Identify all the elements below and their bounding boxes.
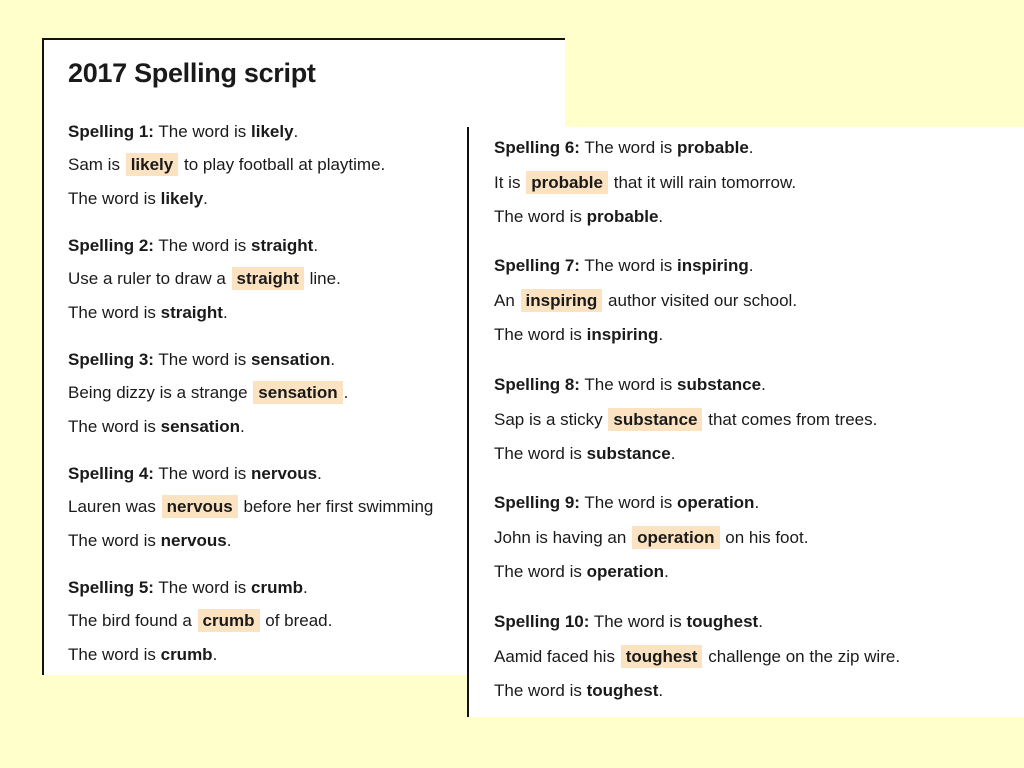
spelling-prompt <box>494 256 754 276</box>
sentence-before: Use a ruler to draw a <box>68 269 226 288</box>
spelling-prompt <box>68 236 318 256</box>
example-sentence <box>494 410 877 430</box>
spelling-repeat <box>494 207 663 227</box>
repeat-period: . <box>670 444 676 463</box>
highlighted-word: toughest <box>621 645 703 668</box>
highlighted-word: operation <box>632 526 719 549</box>
spelling-label: Spelling 5: <box>68 578 154 597</box>
repeat-text: The word is <box>494 325 582 344</box>
repeat-word: toughest <box>586 681 659 700</box>
prompt-period: . <box>302 578 308 597</box>
spelling-label: Spelling 1: <box>68 122 154 141</box>
prompt-text: The word is <box>593 612 682 631</box>
spelling-word: likely <box>251 122 294 141</box>
spelling-label: Spelling 7: <box>494 256 580 275</box>
sentence-before: It is <box>494 173 521 192</box>
spelling-word: toughest <box>686 612 759 631</box>
example-sentence <box>68 497 433 517</box>
highlighted-word: probable <box>526 171 608 194</box>
spelling-repeat <box>494 562 669 582</box>
prompt-period: . <box>748 256 754 275</box>
prompt-text: The word is <box>584 138 673 157</box>
spelling-label: Spelling 2: <box>68 236 154 255</box>
prompt-text: The word is <box>158 350 247 369</box>
example-sentence <box>68 269 341 289</box>
repeat-word: substance <box>586 444 671 463</box>
spelling-label: Spelling 9: <box>494 493 580 512</box>
prompt-period: . <box>758 612 763 631</box>
example-sentence <box>494 647 900 667</box>
example-sentence <box>494 173 796 193</box>
spelling-prompt <box>68 578 308 598</box>
repeat-word: crumb <box>160 645 213 664</box>
sentence-before: Sap is a sticky <box>494 410 603 429</box>
spelling-prompt <box>494 612 763 632</box>
example-sentence <box>68 611 332 631</box>
sentence-after: author visited our school. <box>608 291 798 310</box>
sentence-before: Sam is <box>68 155 120 174</box>
spelling-repeat <box>68 303 228 323</box>
spelling-prompt <box>68 464 322 484</box>
repeat-word: nervous <box>160 531 227 550</box>
prompt-text: The word is <box>158 578 247 597</box>
spelling-prompt <box>494 493 759 513</box>
repeat-text: The word is <box>68 531 156 550</box>
prompt-period: . <box>330 350 336 369</box>
example-sentence <box>68 383 348 403</box>
example-sentence <box>494 528 808 548</box>
sentence-after: that it will rain tomorrow. <box>613 173 797 192</box>
repeat-period: . <box>203 189 208 208</box>
spelling-prompt <box>494 138 754 158</box>
spelling-repeat <box>494 681 663 701</box>
spelling-prompt <box>68 122 298 142</box>
repeat-period: . <box>658 681 664 700</box>
spelling-label: Spelling 10: <box>494 612 590 631</box>
highlighted-word: inspiring <box>521 289 603 312</box>
sentence-before: Lauren was <box>68 497 156 516</box>
prompt-period: . <box>317 464 322 483</box>
spelling-word: probable <box>677 138 749 157</box>
prompt-text: The word is <box>158 464 247 483</box>
repeat-text: The word is <box>68 303 156 322</box>
prompt-text: The word is <box>158 236 247 255</box>
repeat-text: The word is <box>68 189 156 208</box>
repeat-word: straight <box>160 303 223 322</box>
prompt-text: The word is <box>158 122 247 141</box>
sentence-after: that comes from trees. <box>708 410 878 429</box>
repeat-text: The word is <box>494 444 582 463</box>
sentence-before: Being dizzy is a strange <box>68 383 248 402</box>
prompt-period: . <box>313 236 319 255</box>
repeat-word: probable <box>586 207 659 226</box>
spelling-label: Spelling 3: <box>68 350 154 369</box>
sentence-after: challenge on the zip wire. <box>708 647 901 666</box>
prompt-period: . <box>293 122 299 141</box>
sentence-after: of bread. <box>265 611 333 630</box>
repeat-word: inspiring <box>586 325 659 344</box>
spelling-word: substance <box>677 375 762 394</box>
example-sentence <box>68 155 385 175</box>
highlighted-word: straight <box>232 267 304 290</box>
spelling-label: Spelling 8: <box>494 375 580 394</box>
repeat-period: . <box>658 207 664 226</box>
sentence-after: on his foot. <box>725 528 809 547</box>
repeat-word: likely <box>160 189 204 208</box>
spelling-repeat <box>494 325 663 345</box>
spelling-word: inspiring <box>677 256 749 275</box>
spelling-label: Spelling 4: <box>68 464 154 483</box>
sentence-after: to play football at playtime. <box>183 155 386 174</box>
prompt-period: . <box>761 375 766 394</box>
sentence-after: line. <box>309 269 341 288</box>
spelling-label: Spelling 6: <box>494 138 580 157</box>
repeat-text: The word is <box>68 417 156 436</box>
prompt-period: . <box>748 138 754 157</box>
repeat-period: . <box>222 303 228 322</box>
spelling-repeat <box>494 444 675 464</box>
repeat-text: The word is <box>68 645 156 664</box>
repeat-period: . <box>658 325 664 344</box>
repeat-word: operation <box>586 562 665 581</box>
repeat-period: . <box>212 645 218 664</box>
spelling-word: operation <box>677 493 755 512</box>
highlighted-word: likely <box>126 153 179 176</box>
spelling-word: nervous <box>251 464 318 483</box>
spelling-word: crumb <box>251 578 303 597</box>
sentence-before: An <box>494 291 515 310</box>
sentence-before: Aamid faced his <box>494 647 615 666</box>
sentence-before: John is having an <box>494 528 627 547</box>
sentence-after: before her first swimming <box>243 497 434 516</box>
spelling-word: straight <box>251 236 314 255</box>
prompt-text: The word is <box>584 256 673 275</box>
repeat-text: The word is <box>494 681 582 700</box>
repeat-period: . <box>664 562 669 581</box>
spelling-repeat <box>68 417 245 437</box>
spelling-word: sensation <box>251 350 331 369</box>
example-sentence <box>494 291 797 311</box>
prompt-text: The word is <box>584 493 673 512</box>
spelling-prompt <box>494 375 766 395</box>
highlighted-word: crumb <box>198 609 260 632</box>
spelling-script-page-right <box>467 127 1024 717</box>
repeat-word: sensation <box>160 417 240 436</box>
prompt-period: . <box>754 493 760 512</box>
spelling-repeat <box>68 531 231 551</box>
document-title: 2017 Spelling script <box>68 58 316 88</box>
prompt-text: The word is <box>584 375 673 394</box>
spelling-prompt <box>68 350 335 370</box>
sentence-after: . <box>343 383 349 402</box>
repeat-period: . <box>226 531 232 550</box>
spelling-repeat <box>68 645 217 665</box>
sentence-before: The bird found a <box>68 611 192 630</box>
highlighted-word: nervous <box>162 495 238 518</box>
spelling-repeat <box>68 189 208 209</box>
repeat-text: The word is <box>494 562 582 581</box>
repeat-period: . <box>239 417 245 436</box>
repeat-text: The word is <box>494 207 582 226</box>
highlighted-word: substance <box>608 408 702 431</box>
highlighted-word: sensation <box>253 381 342 404</box>
